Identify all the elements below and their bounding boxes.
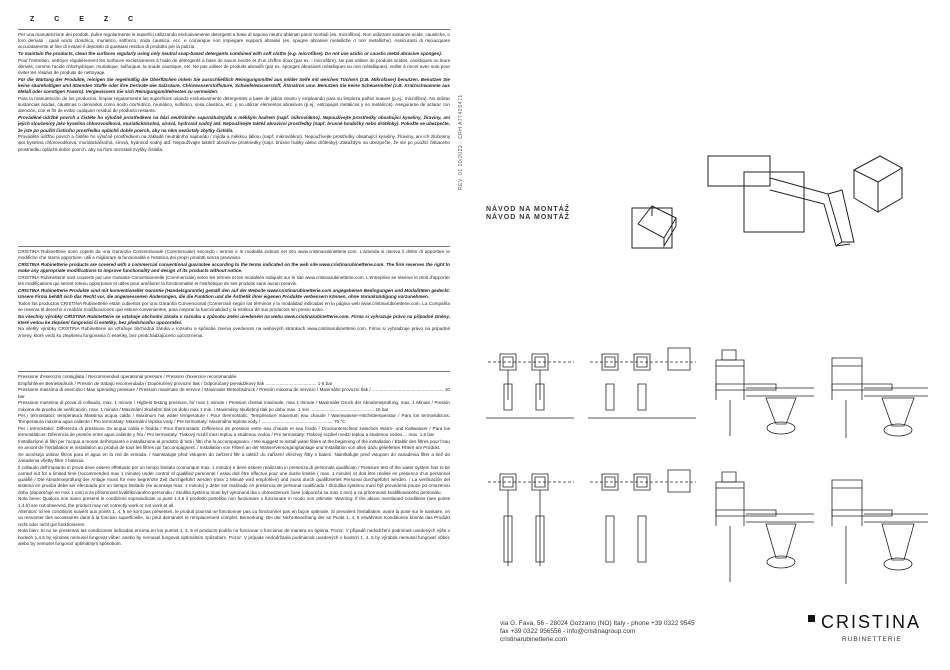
maintenance-paragraph: Prováděné údržbě povrch a čistěte ho výlučně prostředkem na bázi neutrálního saponátu/mýdla a měkkým hadrem (např. mikrovlákno). Nepoužívejte prostředky obsahující kyseliny, žíraviny, ani jejich sloučeniny jako kyselina chlorovodíková, muriatická/solná, sírová, hydroxid sodný atd. Nepoužívejte taktéž abrazivní prostředky (např. brusné houbičky nebo drátěnky). Pokožte se ubezpečte, že jste po použití čisticího prostředku opláchli dobře povrch, aby na něm nezůstaly zbytky čistidla. [18,115,450,133]
technical-drawing-8 [820,466,930,586]
pressure-paragraph: Nota bene: Qualora non siano presenti le condizioni sopraindicate ai punti 1,4,5 il prodotto potrebbe non funzionare o funzionare in modo non ottimale. Warning: If the above mentioned conditions (see points 1,4,5) are not observed, the product may not correctly work or not work at all. [18,496,450,508]
technical-drawing-6 [588,466,698,576]
revision-code: REV. 01 10/2022 - CRH A7742S471 [458,94,464,190]
technical-drawing-3 [706,340,816,440]
guarantee-paragraph: CRISTINA Rubinetterie Produkte sind mit konventioneller Garantie (Handelsgarantie) gemäß den auf der Website www.cristinarubinetterie.com angegebenen Bedingungen und Modalitäten gedeckt. Unsere Firma behält sich das Recht vor, die angemessenen Änderungen, die die Funktion und die Ästhetik ihrer eigenen Produkte verbessern können, ohne Vorankündigung vorzunehmen. [18,287,450,299]
instructions-column [18,10,450,630]
company-address: via G. Fava, 56 - 28024 Gozzano (NO) Italy - phone +39 0322 9545 fax +39 0322 956556 - info@cristinagroup.com cristinarubinetterie.com [500,620,695,644]
guarantee-paragraph: Na všetky výrobky CRISTINA Rubinetterie sa vzťahuje obchodná záruka v rozsahu a spôsobe znenia uvedenom na webových stránkach www.cristinarubinetterie.com. Firma si vyhradzuje právo na prípadné zmeny, ktoré vedú ku zlepšeniu fungovania či estetiky, bez predchádzajúceho upozornenia. [18,326,450,338]
language-codes: Z C E Z C [30,16,143,23]
guarantee-paragraph: CRISTINA Rubinetterie sont couverts par une Garantie Conventionnelle (Commerciale) selon les termes et les modalités indiqués sur le site www.cristinarubinetterie.com. L'entreprise se réserve le droit d'apporter les modifications qui seront retenu opportunes et utiles pour améliorer la fonctionnalité et l'esthétique de ses produits sans aucun préavis. [18,274,450,287]
technical-drawing-1 [486,340,576,420]
technical-drawing-7 [706,466,816,586]
pressure-paragraph: Installazione di filtri per l'acqua a monte dell'impianto e installazione al prodotto di tutti i filtri che lo accompagnano. / We suggest to install water filters at the beginning of the installation / Établir des filtres pour l'eau en amont de l'installation et installation au produit de tous les filtres qui l'accompagnent. / Installation von Filtern an der Wasserversorgungsanlage und Installation von allen dazu gelieferten Filtern am Produkt. [18,439,450,451]
pressure-paragraph: Pressione d'esercizio consigliata / Recommended operational pressure / Pression d'exercice recommandée [18,374,237,379]
pressure-paragraph: Per i termostatici: Differenza di pressione tra acqua calda e fredda / Pour thermostats: Différence de pression entre eau chaude et eau froide / Druckunterschied zwischen Warm- und Kaltwasser / Para los termostáticos: Diferencia de presión entre agua caliente y fría / Pro termostaty: Tlakový rozdíl mezi teplou a studenou vodou / Pre termostaty: Tlakový rozdiel medzi teplou a studenou vodou ... max. 1,5 bar [18,426,450,438]
pressure-paragraph: Attention: Si les conditions suivent aux points 1, 4, 5 ne sont pas présentes, le produit pourrait ne fonctionner pas ou fonctionner pas en façon optimale. Si prevalent l'installation, avant la pose sur le sanitaire, on va renverser des accessoires dans à la fonction superficielle, on peut demander le remplacement complet. Bemerkung: Bei der Nicht-Beachtung der an Punkt 1, 4, 5 erwähnten Konditionen könnte das Produkt nicht oder nicht gut funktionieren. [18,509,450,527]
faucet-illustration [628,150,928,270]
pressure-paragraph: Nota bien: Si no se presentan las condiciones indicadas encima en los puntos 1, 4, 5 el producto podría no funcionar o funcionar de manera no óptima. Pozor: V případě nedodržení podmínek uvedených výše v bodech 1,4,5 by výrobek nemusel fungovat vůbec anebo by nemusel fungovat optimálním způsobem. Pozor: V prípade nedodržania podmienok uvedených v bodoch 1, 4, 5 by výrobok nemusel fungovať vôbec alebo by nemusel fungovať optimálnym spôsobom. [18,528,450,546]
maintenance-paragraph: To maintain the products, clean the surfaces regularly using only neutral soap-based detergents combined with soft cloths (e.g. microfibre). Do not use acidic or caustic metal abrasive sponges). [18,51,443,57]
maintenance-paragraph: Para la manutención de los productos, limpiar regularmente las superficies usando exclusivamente detergentes a base de jabón neutro y empleando para su limpieza paños suaves (p.ej.: microfibra). No utilizar sustancias ácidas, cáusticas o derivados como ácido clorhídrico, muriático, sulfúrico, sosa cáustica, etc. y no utilizar elementos abrasivos (p.ej.: estropajos metálicos y no metálicos). Asegurarse de aclarar con atención, con el fin de evitar cualquier residuo de producto restante. [18,96,450,114]
maintenance-section [18,30,450,218]
technical-drawing-5 [486,466,576,576]
guarantee-paragraph: Todos los productos CRISTINA Rubinetterie están cubiertos por una Garantía Convencional (Comercial) según los términos y la modalidad indicadas en la página web www.cristinarubinetterie.com. La Compañía se reserva el derecho a realizar modificaciones que estime convenientes, para mejorar la funcionalidad y la estética de sus productos sin previo aviso. [18,300,450,312]
technical-drawing-4 [820,340,930,440]
guarantee-paragraph: Na všechny výrobky CRISTINA Rubinetterie se vztahuje obchodní záruka v rozsahu a způsobu zněni uvedeném na webu www.cristinarubinetterie.com. Firma si vyhrazuje právo na případné změny, které vedou ke zlepšení fungování či estetiky, bez předchozího upozornění. [18,313,450,325]
pressure-paragraph: Pressione massima di prova di collaudo, max. 1 minuto / Highest testing pressure, for max 1 minute / Pression d'essai maximale, max 1 minute / Maximaler Druck der Abnahmeprüfung, max. 1 Minute / Presión máxima de prueba de verificación, max. 1 minuto / Maximální zkušební tlak po dobu max 1 min. / Maximálny skúšobný tlak po dobu max. 1 min .................................................. 16 bar [18,400,450,412]
logo-square-icon [808,615,815,622]
maintenance-paragraph: Prováděte údržbu povrch a čistěte ho výlučně prostředkem na základě neutrálního saponátu / mýdla a měkkou látkou (např. mikrovlákno). Nepoužívejte prostředky obsahující kyseliny, žíraviny, ani ich zlúčeniny ako kyselina chlorovodíková, muriatická/soľná, sírová, hydroxid sodný atď. Nepoužívajte taktiež abrazívne prostriedky (napr. brúsne hubky alebo drôtenky). Zakaždým sa ubezpečte, že ste po použití čistiaceho prostriedku opláchli dobre povrch, aby na ňom nezostali zvyšky čistidla. [18,134,450,152]
pressure-section [18,372,450,630]
maintenance-paragraph: Per una manutenzione dei prodotti, pulire regolarmente le superfici utilizzando esclusivamente detergenti a base di sapone neutro abbinati panni morbidi (es. microfibra). Non utilizzare sostanze acide, caustiche, o loro derivati , quali acido cloridrico, muriatico, solforico, soda caustica, ecc. e comunque non impiegare supporti abrasivi (es. spugne abrasive metalliche o non metalliche). Assicurarsi di risciacquare accuratamente al fine di evitare il deposito di qualsiasi residuo di prodotto per la pulizia. [18,32,450,50]
guarantee-section [18,247,450,363]
page-title: NÁVOD NA MONTÁŽ NÁVOD NA MONTÁŽ [486,206,570,221]
maintenance-paragraph: Pour l'entretien, nettoyer régulièrement les surfaces exclusivement à l'aide de détergents à base de savon neutre et d'un chiffon doux (par ex. : microfibre). Ne pas utiliser de produits acides, caustiques ou leurs dérivés, comme l'acide chlorhydrique, muriatique, sulfurique, la soude caustique, etc. Ne pas utiliser de produits abrasifs (par ex. éponges abrasives métalliques ou non métalliques). veiller à rincer avec soin pour éviter les résidus de produits de nettoyage. [18,57,450,76]
pressure-paragraph: Empfohlener Betriebsdruck / Presión de trabajo recomendada / Doporučený provozní tlak / Odporúčaný prevádzkový tlak ........................................ 1-5 bar [18,380,333,386]
guarantee-paragraph: CRISTINA Rubinetterie products are covered with a commercial conventional guarantee according to the terms indicated on the web site www.cristinarubinetterie.com. The firm reserves the right to make any appropriate modifications to improve functionality and design of its products without notice. [18,261,450,274]
pressure-paragraph: Il collaudo dell'impianto in prova deve essere effettuato per un tempo limitato (comunque max. 1 minuto) e deve essere realizzato in presenza di personale qualificato / Pressure test of the water system has to be carried out for a limited time (recommended max 1 minute) under control of qualified personnel / essai doit être effectué pour une durée limitée ( max. 1 minute) et doit être réalisé en présence d'un personnel qualifié / Die Abnahmeprüfung der Anlage muss für eine begrenzte Zeit durchgeführt werden (max 1 Minute wird empfohlen) und muss durch qualifiziertes Personal durchgeführt werden. / La verificación del sistema en prueba debe ser efectuada por un tiempo limitado (se aconseja max. 1 minuto) y debe ser realizado en presencia de personal cualificado / Zkouška systému musí být provedená pouze po omezenou dobu (doporučuje se max 1 min) a za přítomnosti kvalifikovaného personálu / Skúška systému musí byť vykonaná iba v obmedzenom čase (odporúča sa max 1 min) a za prítomnosti kvalifikovaného personálu. [18,464,450,495]
pressure-paragraph: Pressione massima di esercizio / Max operating pressure / Pression maximale de service / Maximaler Betriebsdruck / Presión máxima de servicio / Maximální provozní tlak / ........................................................ 10 bar [18,387,450,399]
pressure-paragraph: Se aconseja utilizar filtros para el agua en la red de entrada. / Nainstalujte před vstupem do zařízení filtr a taktéž do zařízení všechny filtry s balení. Nainštalujte pred vstupom do zariadenia filter a tiež do zariadenia všetky filtre z balenia. [18,451,450,464]
technical-drawing-2 [588,340,698,420]
pressure-paragraph: Per i termostatici: temperatura Massima acqua calda / Maximum hot water temperature / Pour thermostatic: Température maximum eau chaude / Warmwasser-Höchsttemperatur / Para los termostáticos: Temperatura máxima agua caliente / Pro termostaty: Maximální teplota vody / Pre termostaty: Maximálna teplota vody / ........................................................ 70 °C [18,413,450,425]
maintenance-paragraph: Für die Wartung der Produkte, reinigen Sie regelmäßig die Oberflächen indem Sie ausschließlich Reinigungsmittel aus milder Seife mit weichen Tüchern (z.B. Mikrofaser) benutzen. Benutzen Sie keine säurehaltigen und ätzenden Stoffe oder ihre Derivate wie Salzsäure, Chlorwasserstoffsäure, Schwefelwasserstoff, Ätznatron usw. Benutzen Sie keine Scheuermittel (z.B. Kratzschwamme aus Metall oder sonstigen Fasern). Vergewissern Sie sich Reinigungsmittelresten zu vermeiden. [18,76,450,95]
guarantee-paragraph: CRISTINA Rubinetterie sono coperti da una Garanzia Convenzionale (Commerciale) secondo i termini e le modalità indicati nel sito www.cristinarubinetterie.com. L'azienda si riserva il diritto di apportare le modifiche che riterrà opportune, utili a migliorare la funzionalità e l'estetica dei propri prodotti senza preavviso. [18,249,450,261]
